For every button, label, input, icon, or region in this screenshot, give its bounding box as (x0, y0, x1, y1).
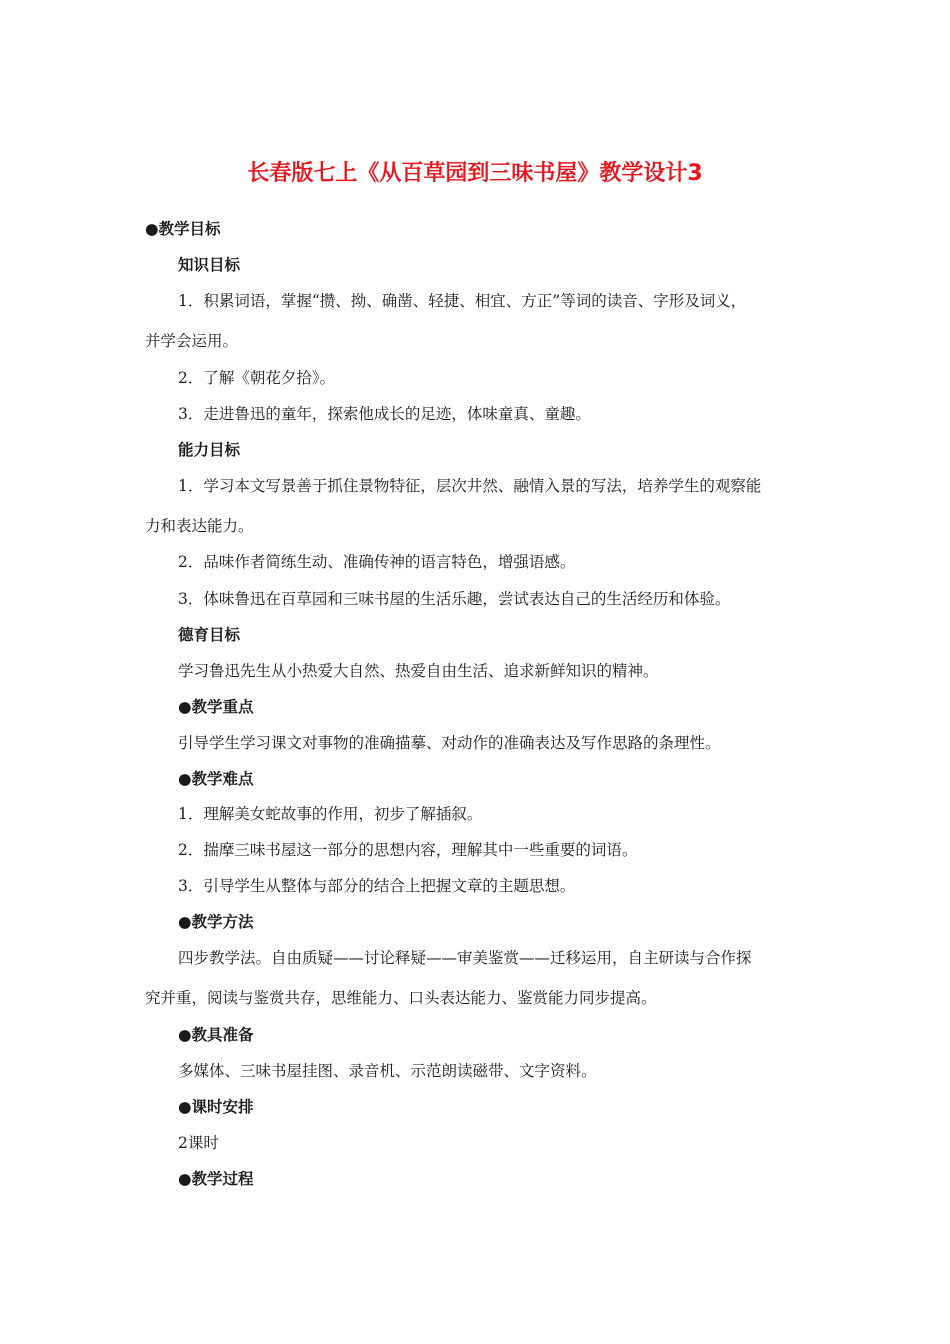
difficulty-item-1: 1．理解美女蛇故事的作用，初步了解插叙。 (178, 805, 483, 823)
section-heading-schedule: ●课时安排 (178, 1098, 254, 1116)
subheading-ability: 能力目标 (178, 441, 241, 459)
subheading-knowledge: 知识目标 (178, 256, 241, 274)
knowledge-item-3: 3．走进鲁迅的童年，探索他成长的足迹，体味童真、童趣。 (178, 405, 591, 423)
ability-item-2: 2．品味作者简练生动、准确传神的语言特色，增强语感。 (178, 553, 576, 571)
document-title: 长春版七上《从百草园到三味书屋》教学设计3 (247, 161, 703, 186)
subheading-moral: 德育目标 (178, 626, 241, 644)
difficulty-item-2: 2．揣摩三味书屋这一部分的思想内容，理解其中一些重要的词语。 (178, 841, 638, 859)
section-heading-process: ●教学过程 (178, 1170, 254, 1188)
moral-text: 学习鲁迅先生从小热爱大自然、热爱自由生活、追求新鲜知识的精神。 (178, 662, 659, 680)
knowledge-item-1-cont: 并学会运用。 (145, 332, 239, 350)
schedule-text: 2课时 (178, 1134, 219, 1152)
section-heading-tools: ●教具准备 (178, 1026, 254, 1044)
section-heading-method: ●教学方法 (178, 913, 254, 931)
ability-item-1-cont: 力和表达能力。 (145, 517, 254, 535)
knowledge-item-1: 1．积累词语，掌握“攒、拗、确凿、轻捷、相宜、方正”等词的读音、字形及词义， (178, 292, 747, 310)
section-heading-goals: ●教学目标 (145, 220, 221, 238)
method-text: 四步教学法。自由质疑——讨论释疑——审美鉴赏——迁移运用，自主研读与合作探 (178, 949, 752, 967)
difficulty-item-3: 3．引导学生从整体与部分的结合上把握文章的主题思想。 (178, 877, 576, 895)
section-heading-difficulty: ●教学难点 (178, 770, 254, 788)
section-heading-focus: ●教学重点 (178, 698, 254, 716)
method-text-cont: 究并重，阅读与鉴赏共存，思维能力、口头表达能力、鉴赏能力同步提高。 (145, 989, 657, 1007)
ability-item-3: 3．体味鲁迅在百草园和三味书屋的生活乐趣，尝试表达自己的生活经历和体验。 (178, 590, 731, 608)
knowledge-item-2: 2．了解《朝花夕拾》。 (178, 369, 336, 387)
tools-text: 多媒体、三味书屋挂图、录音机、示范朗读磁带、文字资料。 (178, 1062, 597, 1080)
ability-item-1: 1．学习本文写景善于抓住景物特征，层次井然、融情入景的写法，培养学生的观察能 (178, 477, 762, 495)
focus-text: 引导学生学习课文对事物的准确描摹、对动作的准确表达及写作思路的条理性。 (178, 734, 721, 752)
